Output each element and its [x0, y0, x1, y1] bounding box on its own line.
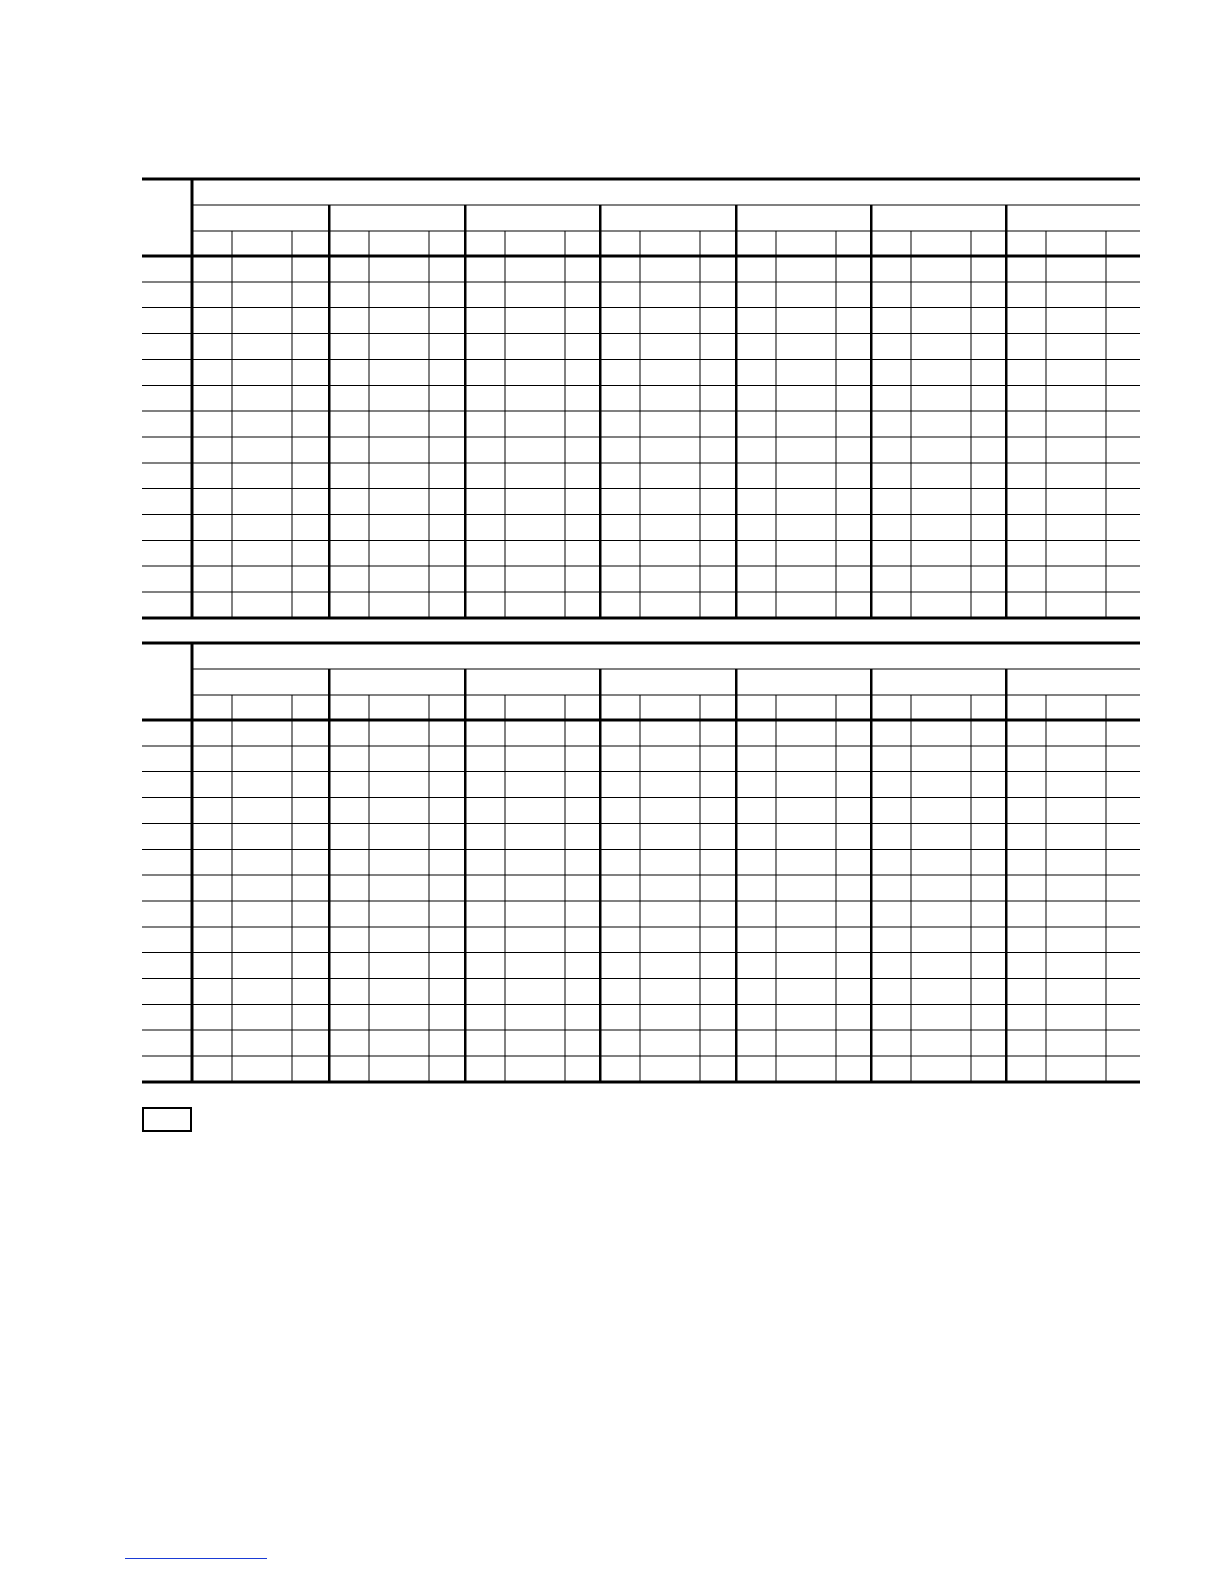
legend-box	[142, 1107, 192, 1132]
footnote-rule	[125, 1558, 267, 1559]
